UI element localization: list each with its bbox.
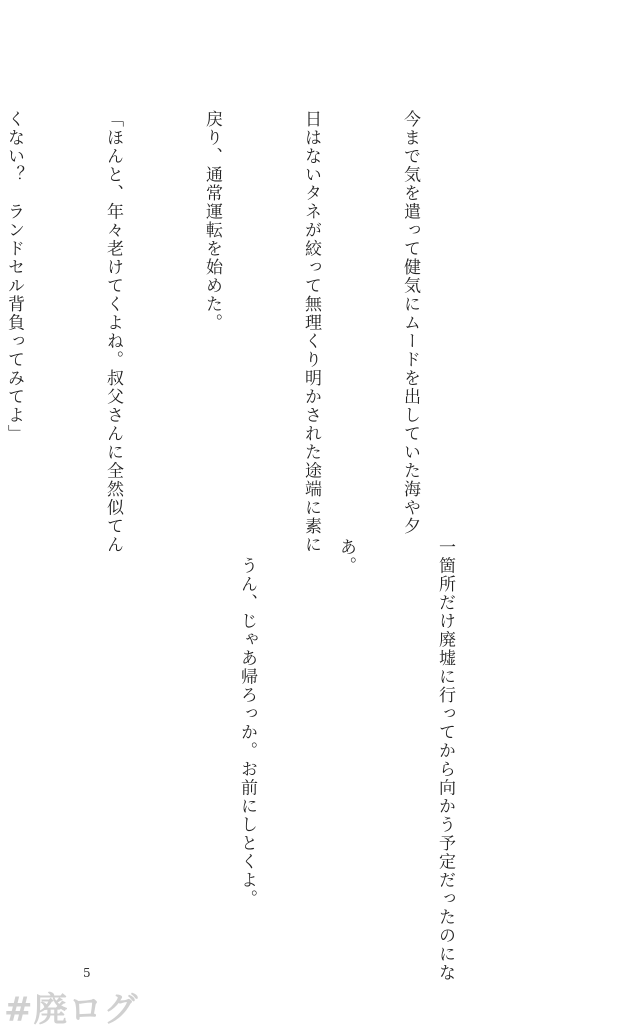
page-number: 5 bbox=[83, 966, 91, 980]
text-line: くない？ ランドセル背負ってみてよ」 bbox=[4, 110, 24, 443]
text-line: 一箇所だけ廃墟に行ってから向かう予定だったのにな bbox=[435, 538, 455, 982]
text-line: 「ほんと、年々老けてくよね。叔父さんに全然似てん bbox=[103, 110, 123, 554]
vertical-text-block-upper bbox=[0, 110, 492, 554]
text-line: 今まで気を遣って健気にムードを出していた海や夕 bbox=[400, 110, 420, 536]
hashtag-watermark: #廃ログ bbox=[4, 990, 139, 1030]
text-line: あ。 bbox=[336, 538, 356, 575]
text-line: うん、じゃあ帰ろっか。お前にしとくよ。 bbox=[237, 538, 257, 908]
text-line: 日はないタネが絞って無理くり明かされた途端に素に bbox=[301, 110, 321, 554]
text-line: 戻り、通常運転を始めた。 bbox=[202, 110, 222, 332]
vertical-text-block-lower bbox=[164, 538, 527, 982]
